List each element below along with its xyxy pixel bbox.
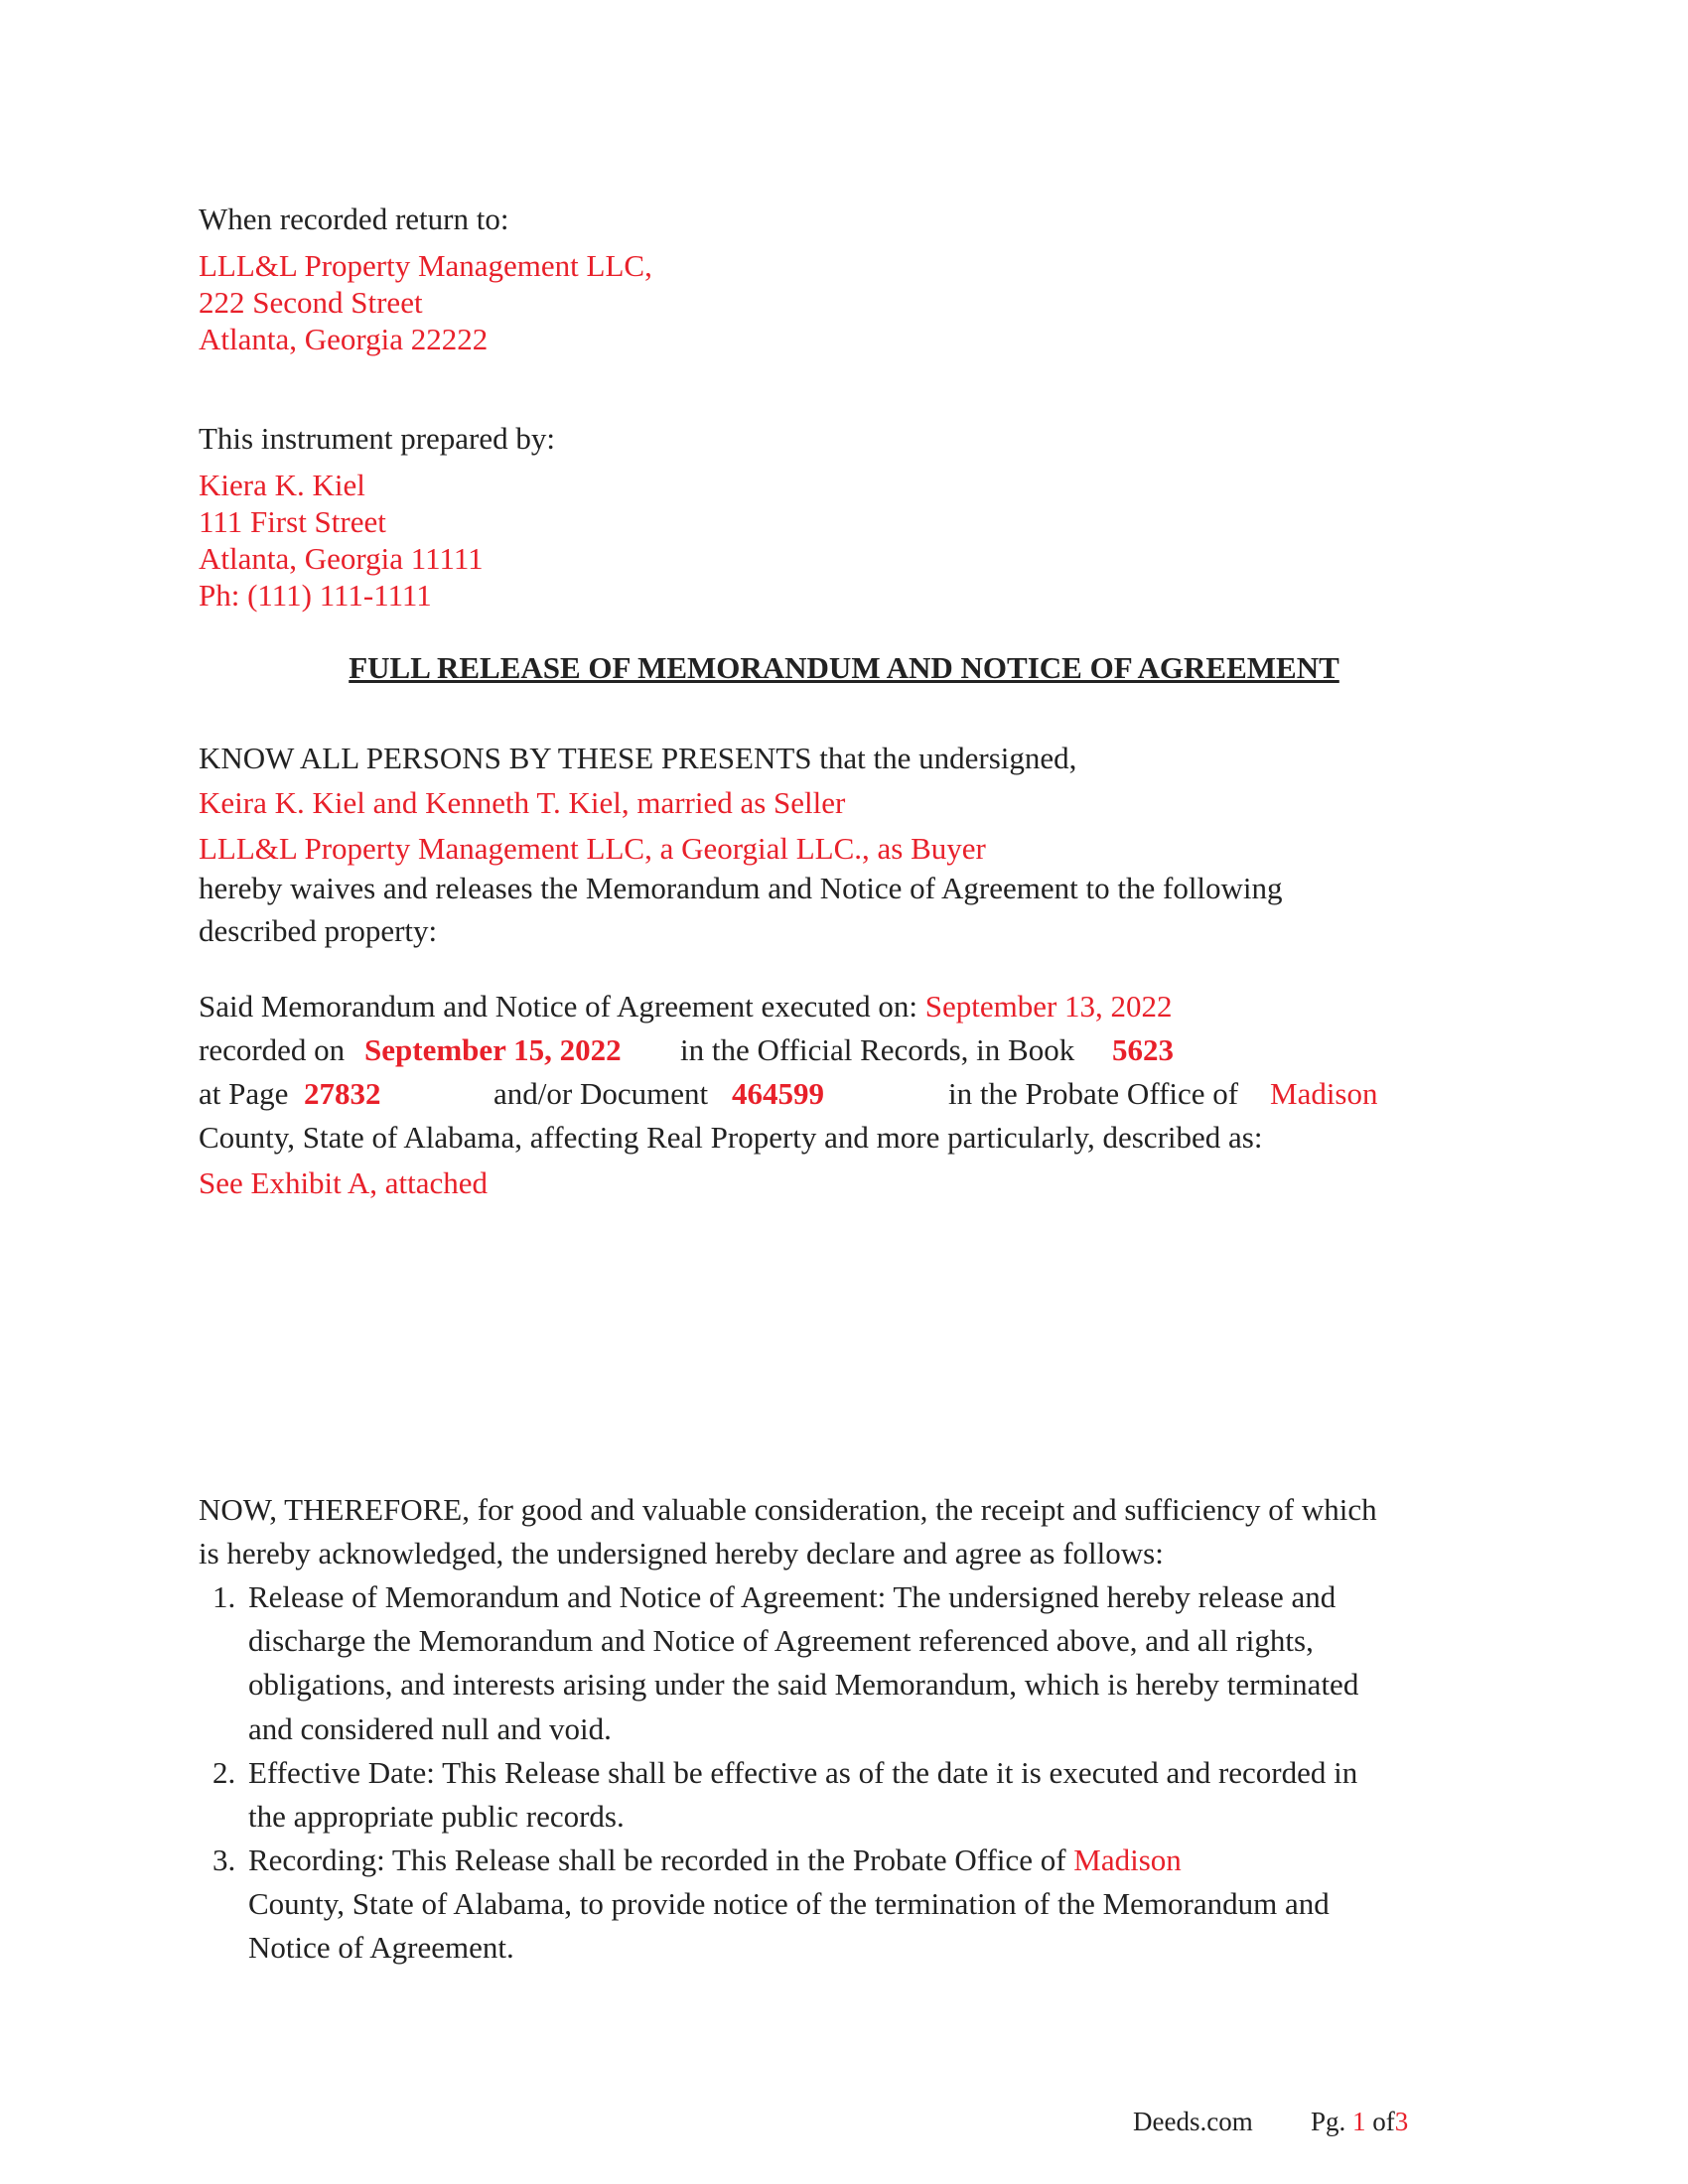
- return-to-city: Atlanta, Georgia 22222: [199, 322, 489, 356]
- waive-line-1: hereby waives and releases the Memorandum and Notice of Agreement to the following: [199, 871, 1283, 905]
- preparer-name: Kiera K. Kiel: [199, 468, 365, 502]
- item-1-number: 1.: [212, 1579, 236, 1614]
- book-label: in the Official Records, in Book: [680, 1032, 1075, 1067]
- item-3-number: 3.: [212, 1843, 236, 1877]
- item-1-line-4: and considered null and void.: [248, 1711, 612, 1746]
- prepared-by-label: This instrument prepared by:: [199, 421, 555, 456]
- item-1-line-3: obligations, and interests arising under the said Memorandum, which is hereby terminated: [248, 1667, 1359, 1702]
- seller-names: Keira K. Kiel and Kenneth T. Kiel, married as Seller: [199, 785, 846, 820]
- document-label: and/or Document: [493, 1076, 709, 1111]
- item-3-county: Madison: [1073, 1843, 1182, 1877]
- footer-page-number: 1: [1352, 2107, 1366, 2136]
- page-label: at Page: [199, 1076, 289, 1111]
- item-3-line-1: [248, 1843, 1182, 1878]
- exhibit-reference: See Exhibit A, attached: [199, 1165, 488, 1200]
- item-1-line-2: discharge the Memorandum and Notice of Agreement referenced above, and all rights,: [248, 1623, 1314, 1658]
- preparer-phone: Ph: (111) 111-1111: [199, 578, 432, 613]
- intro-text: KNOW ALL PERSONS BY THESE PRESENTS that the undersigned,: [199, 741, 1077, 775]
- item-1-line-1: Release of Memorandum and Notice of Agreement: The undersigned hereby release and: [248, 1579, 1336, 1614]
- therefore-line-1: NOW, THEREFORE, for good and valuable consideration, the receipt and sufficiency of which: [199, 1492, 1377, 1527]
- county-name: Madison: [1270, 1076, 1378, 1111]
- preparer-city: Atlanta, Georgia 11111: [199, 541, 484, 576]
- executed-label: Said Memorandum and Notice of Agreement executed on:: [199, 989, 917, 1024]
- item-3-first-text: Recording: This Release shall be recorded in the Probate Office of: [248, 1843, 1066, 1877]
- book-number: 5623: [1112, 1032, 1174, 1067]
- item-3-line-3: Notice of Agreement.: [248, 1930, 514, 1965]
- footer-of-label: of: [1372, 2107, 1395, 2136]
- footer-page: [1311, 2107, 1408, 2137]
- page-number: 27832: [304, 1076, 381, 1111]
- return-to-name: LLL&L Property Management LLC,: [199, 248, 652, 283]
- item-2-line-2: the appropriate public records.: [248, 1799, 625, 1834]
- executed-line: [199, 989, 1173, 1024]
- item-2-number: 2.: [212, 1755, 236, 1790]
- item-2-line-1: Effective Date: This Release shall be effective as of the date it is executed and recorded in: [248, 1755, 1358, 1790]
- document-number: 464599: [732, 1076, 824, 1111]
- item-3-line-2: County, State of Alabama, to provide notice of the termination of the Memorandum and: [248, 1886, 1330, 1921]
- preparer-street: 111 First Street: [199, 504, 386, 539]
- county-line: County, State of Alabama, affecting Real Property and more particularly, described as:: [199, 1120, 1263, 1155]
- probate-label: in the Probate Office of: [948, 1076, 1239, 1111]
- document-title: FULL RELEASE OF MEMORANDUM AND NOTICE OF AGREEMENT: [349, 650, 1339, 685]
- waive-line-2: described property:: [199, 913, 438, 948]
- footer-total-pages: 3: [1394, 2107, 1409, 2136]
- return-to-street: 222 Second Street: [199, 285, 423, 320]
- therefore-line-2: is hereby acknowledged, the undersigned hereby declare and agree as follows:: [199, 1536, 1164, 1570]
- recorded-label: recorded on: [199, 1032, 346, 1067]
- return-to-label: When recorded return to:: [199, 202, 509, 236]
- footer-site: Deeds.com: [1133, 2107, 1253, 2136]
- buyer-name: LLL&L Property Management LLC, a Georgial LLC., as Buyer: [199, 831, 986, 866]
- footer-pg-label: Pg.: [1311, 2107, 1346, 2136]
- executed-date: September 13, 2022: [924, 989, 1173, 1024]
- recorded-date: September 15, 2022: [364, 1032, 622, 1067]
